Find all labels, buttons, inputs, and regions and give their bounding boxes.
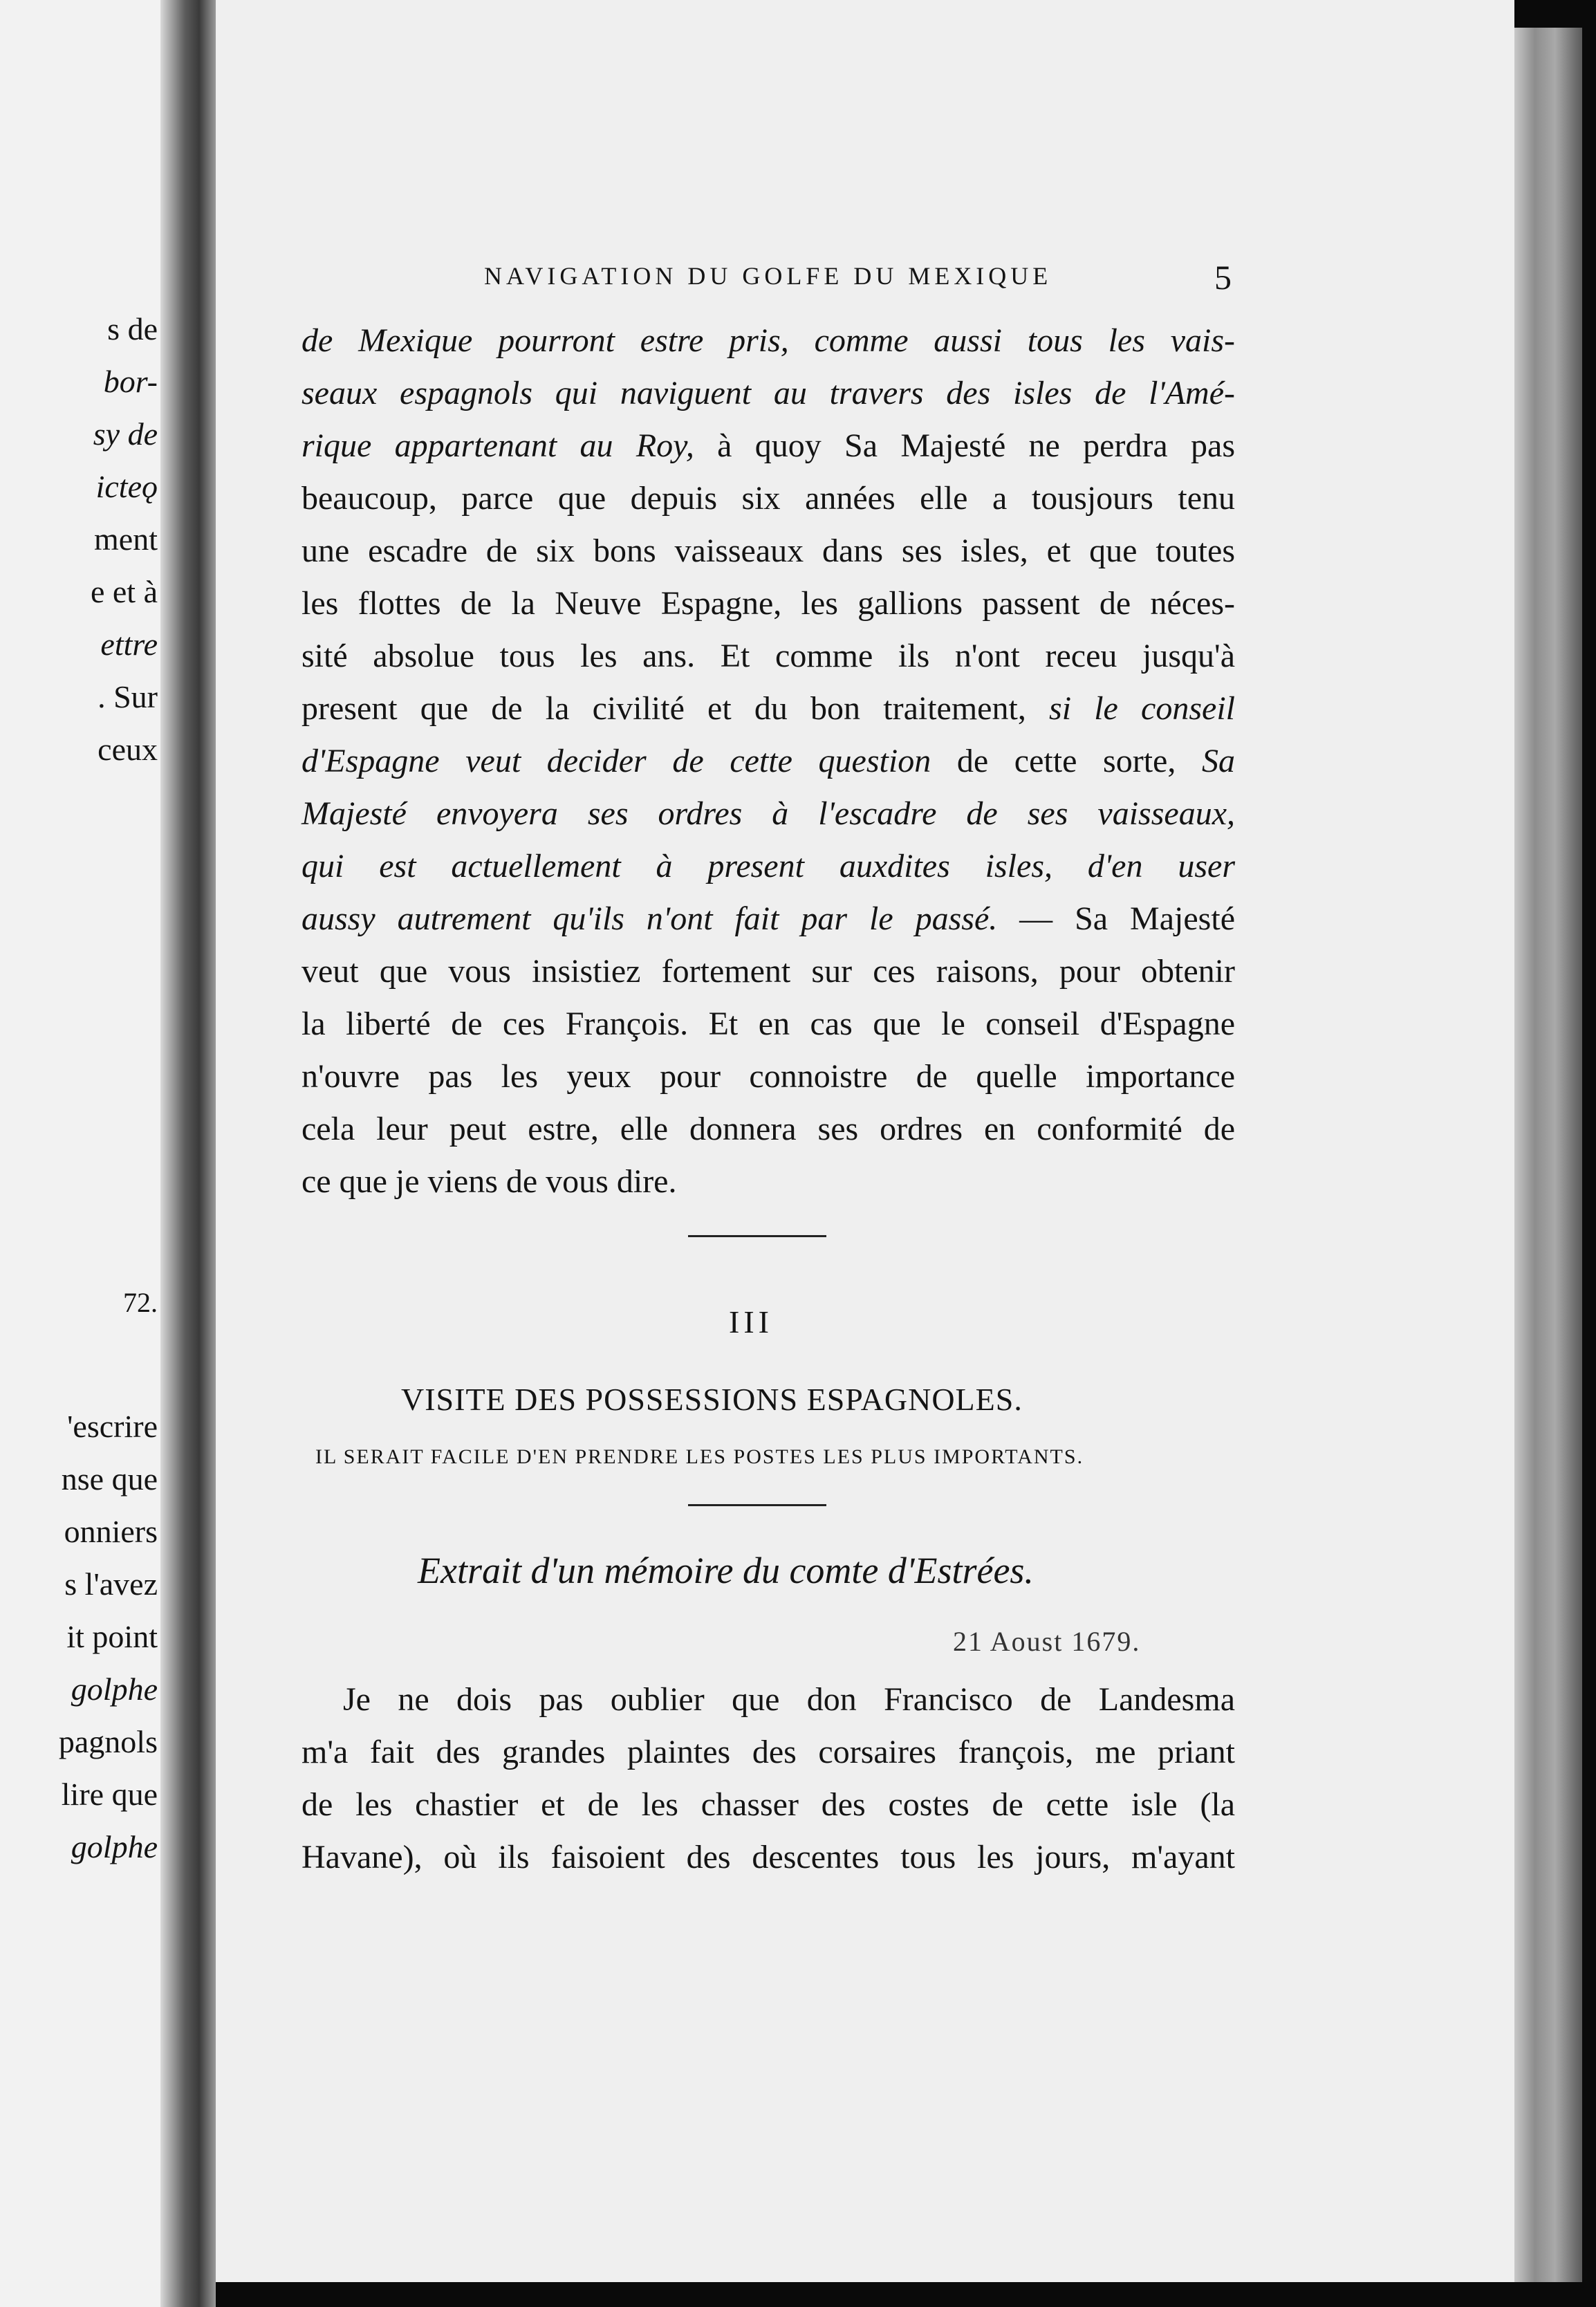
roman-run: beaucoup, parce que depuis six années elle a tousjours tenu <box>301 480 1235 517</box>
section-divider <box>688 1235 826 1237</box>
italic-run: qui est actuellement à present auxdites isles, d'en user <box>301 848 1235 884</box>
left-page-line: ment <box>94 521 158 557</box>
section-title: VISITE DES POSSESSIONS ESPAGNOLES. <box>401 1382 1023 1417</box>
text-line <box>301 893 1235 945</box>
italic-run: de Mexique pourront estre pris, comme aussi tous les vais- <box>301 322 1235 359</box>
text-line <box>301 788 1235 840</box>
roman-run: cela leur peut estre, elle donnera ses ordres en conformité de <box>301 1111 1235 1147</box>
text-line <box>301 945 1235 998</box>
text-line: de les chastier et de les chasser des costes de cette isle (la <box>301 1786 1235 1823</box>
text-line: Je ne dois pas oublier que don Francisco de Landesma <box>343 1681 1235 1718</box>
roman-run: — Sa Majesté <box>997 900 1235 937</box>
roman-run: de cette sorte, <box>931 743 1202 779</box>
running-title: NAVIGATION DU GOLFE DU MEXIQUE <box>484 262 1052 290</box>
italic-run: Majesté envoyera ses ordres à l'escadre de ses vaisseaux, <box>301 795 1235 832</box>
text-line <box>301 525 1235 577</box>
section-number: III <box>729 1304 773 1340</box>
left-page-line: icteǫ <box>95 469 158 504</box>
text-line <box>301 420 1235 472</box>
left-page-line: e et à <box>90 574 158 609</box>
roman-run: ce que je viens de vous dire. <box>301 1163 677 1200</box>
roman-run: à quoy Sa Majesté ne perdra pas <box>694 427 1236 464</box>
left-page-line: onniers <box>64 1514 158 1549</box>
left-page-line: 'escrire <box>67 1409 158 1444</box>
italic-run: rique appartenant au Roy, <box>301 427 694 464</box>
left-page-line: sy de <box>93 416 158 452</box>
roman-run: les flottes de la Neuve Espagne, les gallions passent de néces- <box>301 585 1235 622</box>
text-line <box>301 1103 1235 1156</box>
section-subtitle: IL SERAIT FACILE D'EN PRENDRE LES POSTES LES PLUS IMPORTANTS. <box>315 1445 1084 1468</box>
left-page-lines-top <box>91 303 158 776</box>
text-line <box>301 683 1235 735</box>
text-line <box>301 472 1235 525</box>
left-page-number-fragment: 72. <box>123 1287 158 1318</box>
left-page-line: bor- <box>103 364 158 399</box>
section-divider <box>688 1504 826 1506</box>
left-page-line: nse que <box>61 1461 158 1497</box>
body-paragraph-2 <box>301 1674 1235 1884</box>
left-page-line: pagnols <box>58 1724 158 1759</box>
left-page-line: s de <box>107 311 158 346</box>
extract-title: Extrait d'un mémoire du comte d'Estrées. <box>418 1550 1034 1591</box>
text-line <box>301 998 1235 1050</box>
left-page-line: lire que <box>61 1777 158 1812</box>
left-page-line: . Sur <box>98 679 158 714</box>
page-number: 5 <box>1214 258 1232 297</box>
text-line <box>301 577 1235 630</box>
body-paragraph <box>301 315 1235 1208</box>
left-page-line: golphe <box>71 1671 158 1707</box>
italic-run: Sa <box>1202 743 1235 779</box>
text-line <box>301 735 1235 788</box>
italic-run: aussy autrement qu'ils n'ont fait par le passé. <box>301 900 998 937</box>
left-page-line: it point <box>66 1619 158 1654</box>
roman-run: sité absolue tous les ans. Et comme ils n'ont receu jusqu'à <box>301 638 1235 674</box>
left-page-line: s l'avez <box>64 1566 158 1602</box>
text-line <box>301 1050 1235 1103</box>
text-line: Havane), où ils faisoient des descentes tous les jours, m'ayant <box>301 1839 1235 1875</box>
text-line <box>301 315 1235 367</box>
text-line <box>301 840 1235 893</box>
roman-run: une escadre de six bons vaisseaux dans ses isles, et que toutes <box>301 532 1235 569</box>
document-date: 21 Aoust 1679. <box>953 1626 1141 1657</box>
left-page-lines-bottom <box>59 1400 158 1873</box>
roman-run: n'ouvre pas les yeux pour connoistre de quelle importance <box>301 1058 1235 1095</box>
italic-run: seaux espagnols qui naviguent au travers des isles de l'Amé- <box>301 375 1235 411</box>
text-line <box>301 1156 1235 1208</box>
italic-run: d'Espagne veut decider de cette question <box>301 743 931 779</box>
text-line: m'a fait des grandes plaintes des corsaires françois, me priant <box>301 1734 1235 1770</box>
left-page-line: golphe <box>71 1829 158 1864</box>
page-edge <box>1514 28 1582 2282</box>
text-line <box>301 367 1235 420</box>
book-gutter <box>160 0 216 2307</box>
roman-run: la liberté de ces François. Et en cas que le conseil d'Espagne <box>301 1006 1235 1042</box>
roman-run: present que de la civilité et du bon traitement, <box>301 690 1050 727</box>
text-line <box>301 630 1235 683</box>
left-page-line: ettre <box>100 627 158 662</box>
left-facing-page <box>0 0 173 2307</box>
left-page-line: ceux <box>98 732 158 767</box>
roman-run: veut que vous insistiez fortement sur ces raisons, pour obtenir <box>301 953 1235 990</box>
italic-run: si le conseil <box>1049 690 1235 727</box>
